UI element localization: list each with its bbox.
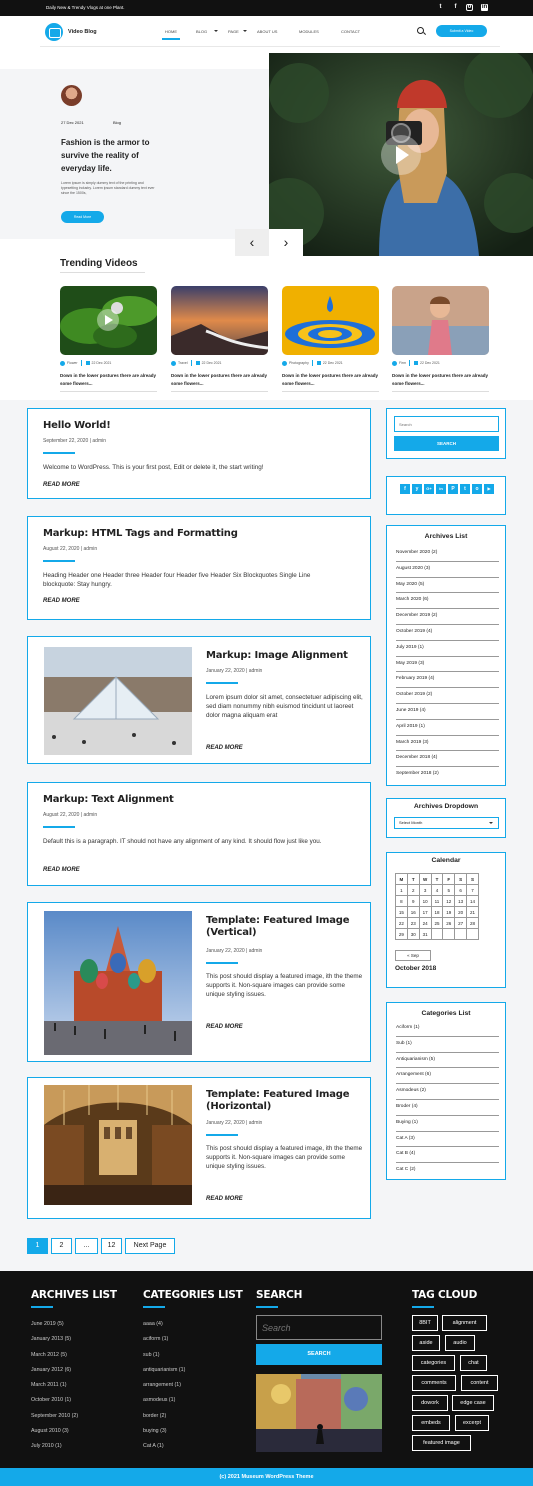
- tag-item[interactable]: 8BIT: [412, 1315, 438, 1331]
- footer-category-item[interactable]: asmodeus (1): [143, 1397, 176, 1404]
- post-excerpt: Default this is a paragraph. IT should not have any alignment of any kind. It should flow just like you.: [43, 838, 322, 845]
- footer-category-item[interactable]: aaaa (4): [143, 1321, 163, 1327]
- tag-item[interactable]: excerpt: [455, 1415, 489, 1431]
- post-underline: [43, 826, 75, 828]
- footer-tags-title: TAG CLOUD: [412, 1289, 478, 1301]
- post-meta: January 22, 2020 | admin: [206, 948, 263, 954]
- post-card: [27, 902, 371, 1062]
- trending-card[interactable]: [171, 286, 268, 393]
- trending-text[interactable]: Down in the lower postures there are already some flowers...: [171, 373, 268, 386]
- post-title[interactable]: Markup: HTML Tags and Formatting: [43, 528, 238, 539]
- archive-item[interactable]: August 2020 (3): [396, 562, 499, 578]
- category-item[interactable]: Cat C (2): [396, 1167, 416, 1173]
- calendar-week-row: [396, 896, 479, 907]
- category-item[interactable]: Sub (1): [396, 1037, 499, 1053]
- trending-title: Trending Videos: [60, 258, 138, 269]
- calendar-day[interactable]: 21: [467, 907, 479, 918]
- footer-archive-item[interactable]: August 2010 (3): [31, 1428, 69, 1435]
- top-tagline: Daily New & Trendy Vlogs at one Plant.: [46, 5, 125, 10]
- read-more-link[interactable]: READ MORE: [206, 745, 243, 751]
- footer-gallery-image[interactable]: [256, 1374, 382, 1452]
- page-2[interactable]: 2: [51, 1238, 72, 1254]
- footer-archive-item[interactable]: March 2011 (1): [31, 1382, 67, 1389]
- archive-item[interactable]: December 2019 (2): [396, 609, 499, 625]
- sidebar-search-button[interactable]: SEARCH: [394, 436, 499, 451]
- calendar-day[interactable]: 7: [467, 885, 479, 896]
- facebook-icon[interactable]: f: [454, 4, 457, 10]
- footer-archive-item[interactable]: June 2019 (5): [31, 1321, 64, 1327]
- calendar-day[interactable]: 29: [396, 929, 408, 940]
- footer-archive-item[interactable]: January 2013 (5): [31, 1336, 72, 1343]
- archive-item[interactable]: October 2019 (2): [396, 688, 499, 704]
- calendar-day[interactable]: 3: [419, 885, 431, 896]
- category-item[interactable]: Asmodeus (2): [396, 1084, 499, 1100]
- tag-item[interactable]: comments: [412, 1375, 456, 1391]
- calendar-day-header: T: [407, 874, 419, 885]
- social-widget: [386, 476, 506, 515]
- tag-item[interactable]: aside: [412, 1335, 440, 1351]
- archives-list: [396, 546, 499, 783]
- archive-item[interactable]: June 2019 (4): [396, 704, 499, 720]
- calendar-day-header: S: [467, 874, 479, 885]
- calendar-week-row: [396, 885, 479, 896]
- calendar-day[interactable]: 4: [431, 885, 443, 896]
- trending-card[interactable]: [60, 286, 157, 393]
- category-item[interactable]: Cat B (4): [396, 1147, 499, 1163]
- search-icon[interactable]: [417, 27, 424, 34]
- calendar-widget: [386, 852, 506, 988]
- footer-archives-title: ARCHIVES LIST: [31, 1289, 117, 1301]
- post-meta: August 22, 2020 | admin: [43, 546, 98, 552]
- footer-search-input[interactable]: [256, 1315, 382, 1340]
- tag-item[interactable]: featured image: [412, 1435, 471, 1451]
- nav-page[interactable]: PAGE: [228, 29, 239, 34]
- calendar-day[interactable]: 26: [443, 918, 455, 929]
- read-more-link[interactable]: READ MORE: [206, 1024, 243, 1030]
- chevron-down-icon: [489, 822, 493, 824]
- calendar-day[interactable]: 23: [407, 918, 419, 929]
- tag-item[interactable]: embeds: [412, 1415, 450, 1431]
- archive-item[interactable]: December 2018 (4): [396, 751, 499, 767]
- read-more-link[interactable]: READ MORE: [43, 598, 80, 604]
- footer-category-item[interactable]: buying (3): [143, 1428, 167, 1435]
- archive-item[interactable]: March 2019 (3): [396, 736, 499, 752]
- read-more-link[interactable]: READ MORE: [43, 482, 80, 488]
- hero-date: 27 Dec 2021: [61, 120, 84, 125]
- facebook-icon[interactable]: f: [400, 484, 410, 494]
- calendar-week-row: [396, 918, 479, 929]
- footer-archives-list: [31, 1317, 78, 1455]
- twitter-icon[interactable]: y: [412, 484, 422, 494]
- footer-category-item[interactable]: Cat A (1): [143, 1443, 164, 1450]
- post-title[interactable]: Template: Featured Image (Horizontal): [206, 1089, 350, 1112]
- trending-thumbnail[interactable]: [171, 286, 268, 355]
- trending-text[interactable]: Down in the lower postures there are already some flowers...: [282, 373, 379, 386]
- footer-archive-item[interactable]: July 2010 (1): [31, 1443, 62, 1450]
- categories-list: [396, 1021, 499, 1179]
- trending-thumbnail[interactable]: [282, 286, 379, 355]
- post-card: [27, 1077, 371, 1219]
- post-image[interactable]: [44, 911, 192, 1055]
- post-excerpt: Welcome to WordPress. This is your first post, Edit or delete it, the start writing!: [43, 464, 264, 471]
- nav-contact[interactable]: CONTACT: [341, 29, 361, 34]
- calendar-day[interactable]: 19: [443, 907, 455, 918]
- post-meta: January 22, 2020 | admin: [206, 1120, 263, 1126]
- archives-dropdown-widget: [386, 798, 506, 838]
- nav-blog[interactable]: BLOG: [196, 29, 208, 34]
- read-more-button[interactable]: Read More: [61, 211, 104, 223]
- post-title[interactable]: Hello World!: [43, 420, 111, 431]
- footer-categories-list: [143, 1317, 185, 1455]
- read-more-link[interactable]: READ MORE: [43, 867, 80, 873]
- trending-divider: [392, 391, 489, 392]
- trending-thumbnail[interactable]: [392, 286, 489, 355]
- post-excerpt: Lorem ipsum dolor sit amet, consectetuer adipiscing elit, sed diam nonummy nibh euismod tincidunt ut laoreet dolor magna aliquam erat: [206, 694, 363, 719]
- tag-item[interactable]: chat: [460, 1355, 487, 1371]
- archive-item[interactable]: October 2019 (4): [396, 625, 499, 641]
- calendar-day[interactable]: 5: [443, 885, 455, 896]
- calendar-day[interactable]: 11: [431, 896, 443, 907]
- post-image[interactable]: [44, 647, 192, 755]
- calendar-day[interactable]: 17: [419, 907, 431, 918]
- trending-meta: Flower 22 Dec 2021: [60, 360, 157, 366]
- post-meta: September 22, 2020 | admin: [43, 438, 107, 444]
- footer-search-title: SEARCH: [256, 1289, 303, 1301]
- trending-divider: [60, 391, 157, 392]
- calendar-day[interactable]: 27: [455, 918, 467, 929]
- archive-item[interactable]: March 2020 (6): [396, 593, 499, 609]
- calendar-week-row: [396, 907, 479, 918]
- calendar-day-header: T: [431, 874, 443, 885]
- calendar-day[interactable]: 25: [431, 918, 443, 929]
- page-1[interactable]: 1: [27, 1238, 48, 1254]
- google-plus-icon[interactable]: G+: [424, 484, 434, 494]
- archives-widget: [386, 525, 506, 786]
- tag-item[interactable]: content: [461, 1375, 498, 1391]
- pinterest-icon[interactable]: P: [448, 484, 458, 494]
- post-card: [27, 408, 371, 499]
- calendar-day[interactable]: 2: [407, 885, 419, 896]
- calendar-month: October 2018: [395, 965, 437, 972]
- calendar-day[interactable]: 22: [396, 918, 408, 929]
- post-card: [27, 782, 371, 886]
- tag-item[interactable]: alignment: [442, 1315, 487, 1331]
- header-divider: [40, 46, 500, 47]
- category-item[interactable]: Broder (4): [396, 1100, 499, 1116]
- linkedin-icon[interactable]: in: [436, 484, 446, 494]
- nav-about[interactable]: ABOUT US: [257, 29, 278, 34]
- trending-meta: Firm 22 Dec 2021: [392, 360, 489, 366]
- calendar-day[interactable]: 1: [396, 885, 408, 896]
- submit-video-button[interactable]: Submit a Video: [436, 25, 487, 37]
- footer-underline: [412, 1306, 434, 1308]
- post-title[interactable]: Template: Featured Image (Vertical): [206, 915, 350, 938]
- avatar: [61, 85, 82, 106]
- categories-widget: [386, 1002, 506, 1180]
- category-item[interactable]: Cat A (3): [396, 1132, 499, 1148]
- calendar-day[interactable]: 12: [443, 896, 455, 907]
- archive-item[interactable]: November 2020 (2): [396, 546, 499, 562]
- footer-underline: [143, 1306, 165, 1308]
- logo-icon[interactable]: [45, 23, 63, 41]
- trending-divider: [171, 391, 268, 392]
- footer-archive-item[interactable]: January 2012 (6): [31, 1366, 72, 1373]
- post-underline: [206, 962, 238, 964]
- footer-category-item[interactable]: border (2): [143, 1412, 167, 1419]
- post-excerpt: This post should display a featured image, ith the theme supports it. Non-square images can provide some unique styling issues.: [206, 973, 363, 998]
- trending-divider: [282, 391, 379, 392]
- slider-prev-button[interactable]: ‹: [235, 229, 269, 256]
- archives-dropdown-title: Archives Dropdown: [413, 803, 479, 810]
- twitter-icon[interactable]: t: [439, 4, 442, 10]
- calendar-day[interactable]: 8: [396, 896, 408, 907]
- post-card: [27, 636, 371, 764]
- linkedin-icon[interactable]: in: [481, 4, 488, 10]
- post-excerpt: This post should display a featured image, ith the theme supports it. Non-square images can provide some unique styling issues.: [206, 1145, 363, 1170]
- footer-archive-item[interactable]: March 2012 (5): [31, 1351, 67, 1358]
- footer-category-item[interactable]: sub (1): [143, 1351, 160, 1358]
- copyright-bar: (c) 2021 Museum WordPress Theme: [0, 1468, 533, 1486]
- site-logo[interactable]: Video Blog: [68, 29, 97, 35]
- calendar-day[interactable]: 31: [419, 929, 431, 940]
- calendar-week-row: [396, 929, 479, 940]
- calendar-day[interactable]: 6: [455, 885, 467, 896]
- calendar-day[interactable]: 30: [407, 929, 419, 940]
- calendar-day-header: W: [419, 874, 431, 885]
- youtube-icon[interactable]: ▶: [484, 484, 494, 494]
- calendar-day: [443, 929, 455, 940]
- tag-item[interactable]: categories: [412, 1355, 455, 1371]
- post-meta: August 22, 2020 | admin: [43, 812, 98, 818]
- calendar-day[interactable]: 18: [431, 907, 443, 918]
- footer-category-item[interactable]: aciform (1): [143, 1336, 169, 1343]
- tag-item[interactable]: dowork: [412, 1395, 448, 1411]
- hero-text: Lorem ipsum is simply dummy text of the printing and typesetting industry. Lorem ipsum standard dummy text ever since the 1500s,: [61, 181, 155, 195]
- post-title[interactable]: Markup: Image Alignment: [206, 650, 348, 661]
- read-more-link[interactable]: READ MORE: [206, 1196, 243, 1202]
- categories-title: Categories List: [421, 1010, 471, 1017]
- trending-thumbnail[interactable]: [60, 286, 157, 355]
- page-12[interactable]: 12: [101, 1238, 122, 1254]
- calendar-day[interactable]: 20: [455, 907, 467, 918]
- category-item[interactable]: Buying (1): [396, 1116, 499, 1132]
- trending-text[interactable]: Down in the lower postures there are already some flowers...: [392, 373, 489, 386]
- calendar-day[interactable]: 13: [455, 896, 467, 907]
- calendar-day[interactable]: 9: [407, 896, 419, 907]
- post-card: [27, 516, 371, 620]
- calendar-day[interactable]: 16: [407, 907, 419, 918]
- footer-categories-title: CATEGORIES LIST: [143, 1289, 243, 1301]
- trending-meta: Photography 22 Dec 2021: [282, 360, 379, 366]
- calendar-table: [395, 873, 479, 940]
- calendar-prev-link[interactable]: « Sep: [395, 950, 431, 961]
- post-underline: [43, 452, 75, 454]
- chevron-down-icon[interactable]: [214, 30, 218, 32]
- calendar-day[interactable]: 28: [467, 918, 479, 929]
- category-item[interactable]: Arrangement (6): [396, 1068, 499, 1084]
- instagram-icon[interactable]: o: [467, 4, 472, 10]
- archive-item[interactable]: July 2019 (1): [396, 641, 499, 657]
- archive-item[interactable]: May 2020 (5): [396, 578, 499, 594]
- trending-meta: Travel 22 Dec 2021: [171, 360, 268, 366]
- calendar-day[interactable]: 24: [419, 918, 431, 929]
- chevron-down-icon[interactable]: [243, 30, 247, 32]
- footer-search-button[interactable]: SEARCH: [256, 1344, 382, 1365]
- calendar-day[interactable]: 14: [467, 896, 479, 907]
- calendar-day-header: S: [455, 874, 467, 885]
- calendar-day-header: F: [443, 874, 455, 885]
- month-select[interactable]: [394, 817, 499, 829]
- calendar-header-row: [396, 874, 479, 885]
- archive-item[interactable]: April 2019 (1): [396, 720, 499, 736]
- month-select-value: Select Month: [399, 820, 423, 825]
- footer-category-item[interactable]: antiquarianism (1): [143, 1366, 186, 1373]
- calendar-day: [431, 929, 443, 940]
- tag-item[interactable]: audio: [445, 1335, 475, 1351]
- trending-card[interactable]: [282, 286, 379, 393]
- archive-item[interactable]: September 2018 (2): [396, 771, 439, 777]
- footer-archive-item[interactable]: October 2010 (1): [31, 1397, 72, 1404]
- calendar-day: [455, 929, 467, 940]
- page-ellipsis: ...: [75, 1238, 98, 1254]
- footer-archive-item[interactable]: September 2010 (2): [31, 1412, 79, 1419]
- post-underline: [206, 682, 238, 684]
- calendar-day: [467, 929, 479, 940]
- footer-underline: [31, 1306, 53, 1308]
- footer-category-item[interactable]: arrangement (1): [143, 1382, 181, 1389]
- hero-title[interactable]: Fashion is the armor to survive the reality of everyday life.: [61, 138, 150, 173]
- instagram-icon[interactable]: o: [472, 484, 482, 494]
- search-widget: [386, 408, 506, 459]
- sidebar-search-input[interactable]: [394, 416, 499, 432]
- calendar-day[interactable]: 10: [419, 896, 431, 907]
- trending-text[interactable]: Down in the lower postures there are already some flowers...: [60, 373, 157, 386]
- calendar-title: Calendar: [431, 857, 461, 864]
- next-page-link[interactable]: Next Page: [125, 1238, 175, 1254]
- post-image[interactable]: [44, 1085, 192, 1205]
- nav-modules[interactable]: MODULES: [299, 29, 319, 34]
- slider-next-button[interactable]: ›: [269, 229, 303, 256]
- category-item[interactable]: Aciform (1): [396, 1021, 499, 1037]
- tumblr-icon[interactable]: t: [460, 484, 470, 494]
- calendar-day[interactable]: 15: [396, 907, 408, 918]
- hero-category[interactable]: Blog: [113, 120, 122, 125]
- post-meta: January 22, 2020 | admin: [206, 668, 263, 674]
- post-excerpt: Heading Header one Header three Header four Header five Header Six Blockquotes Single Line blockquote: Stay hungry.: [43, 572, 311, 588]
- archives-title: Archives List: [424, 533, 468, 540]
- category-item[interactable]: Antiquarianism (5): [396, 1053, 499, 1069]
- footer-underline: [256, 1306, 278, 1308]
- post-underline: [206, 1134, 238, 1136]
- calendar-day-header: M: [396, 874, 408, 885]
- trending-card[interactable]: [392, 286, 489, 393]
- archive-item[interactable]: May 2019 (3): [396, 657, 499, 673]
- trending-divider: [60, 272, 145, 273]
- top-bar: [0, 0, 533, 16]
- post-underline: [43, 560, 75, 562]
- archive-item[interactable]: February 2019 (4): [396, 672, 499, 688]
- nav-home[interactable]: HOME: [165, 29, 177, 34]
- post-title[interactable]: Markup: Text Alignment: [43, 794, 174, 805]
- hero-video-image[interactable]: [269, 53, 533, 256]
- tag-item[interactable]: edge case: [452, 1395, 494, 1411]
